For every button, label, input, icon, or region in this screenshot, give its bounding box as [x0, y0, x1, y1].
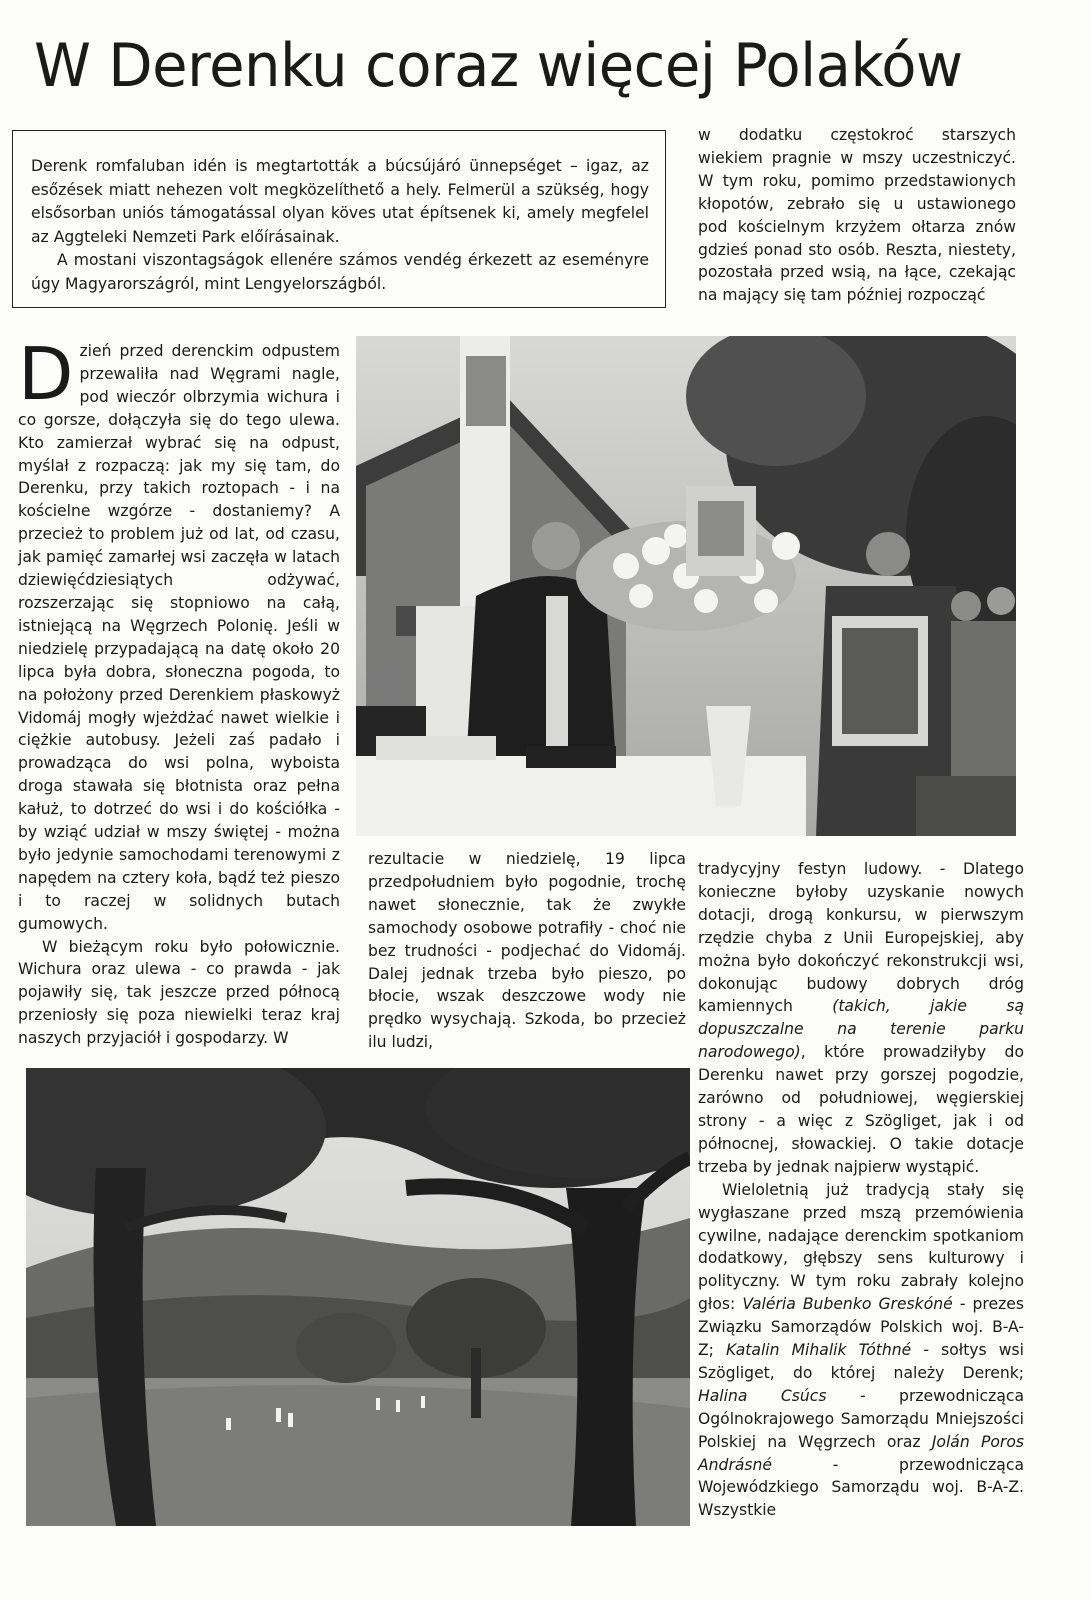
column-left-paragraph-1-text: zień przed derenckim odpustem przewaliła nad Węgrami nagle, pod wieczór olbrzymia wichura i co gorsze, dołączyła się do tego ulewa. Kto zamierzał wybrać się na odpust, myślał z rozpaczą: jak my się tam, do Derenku, przy takich roztopach - i na kościelne wzgórze - dostaniemy? A przecież to problem już od lat, od czasu, jak pamięć zamarłej wsi zaczęła w latach dziewięćdziesiątych odżywać, rozszerzając się stopniowo na całą, istniejącą na Węgrzech Polonię. Jeśli w niedzielę przypadającą na datę około 20 lipca była dobra, słoneczna pogoda, to na położony przed Derenkiem płaskowyż Vidomáj mogły wjeżdżać nawet wielkie i ciężkie autobusy. Jeżeli zaś padało i prowadząca do wsi polna, wyboista droga stawała się błotnista oraz pełna kałuż, to dotrzeć do wsi i do kościółka - by wziąć udział w mszy świętej - można było jedynie samochodami terenowymi z napędem na cztery koła, bądź też pieszo i to raczej w solidnych butach gumowych.	[18, 342, 340, 933]
column-right	[698, 858, 1024, 1522]
lead-box	[12, 130, 666, 308]
lead-paragraph-1: Derenk romfaluban idén is megtartották a búcsújáró ünnepséget – igaz, az esőzések miatt nehezen volt megközelíthető a hely. Felmerül a szükség, hogy elsősorban uniós támogatással olyan köves utat építsenek ki, amely megfelel az Aggteleki Nemzeti Park előírásainak.	[31, 157, 649, 246]
column-left-paragraph-1	[18, 332, 340, 936]
column-middle	[368, 848, 686, 1054]
column-top-right	[698, 124, 1016, 307]
text-run: - przewodnicząca Ogólnokrajowego Samorządu Mniejszości Polskiej na Węgrzech oraz	[698, 1386, 1025, 1451]
photo-meadow-trees	[26, 1068, 690, 1526]
text-run: Wieloletnią już tradycją stały się wygłaszane przed mszą przemówienia cywilne, nadające derenckim spotkaniom dodatkowy, głębszy sens kulturowy i polityczny. W tym roku zabrały kolejno głos:	[698, 1180, 1024, 1314]
text-run: - prezes Związku Samorządów Polskich woj. B-A-Z;	[698, 1295, 1024, 1360]
text-run: - przewodnicząca Wojewódzkiego Samorządu woj. B-A-Z. Wszystkie	[698, 1455, 1024, 1520]
text-run: tradycyjny festyn ludowy. - Dlatego konieczne byłoby uzyskanie nowych dotacji, drogą konkursu, w pierwszym rzędzie chyba z Unii Europejskiej, aby można było dokończyć rekonstrukcji wsi, dokonując budowy dobrych dróg kamiennych	[698, 860, 1024, 1016]
lead-paragraph-2: A mostani viszontagságok ellenére számos vendég érkezett az eseményre úgy Magyarországról, mint Lengyelországból.	[31, 251, 649, 293]
column-right-paragraph-1	[698, 858, 1024, 1179]
article-title: W Derenku coraz więcej Polaków	[34, 31, 963, 101]
photo-mass-at-altar	[356, 336, 1016, 836]
column-left	[18, 332, 340, 1050]
drop-cap: D	[18, 332, 74, 416]
text-run: - sołtys wsi Szögliget, do której należy Derenk;	[698, 1341, 1024, 1382]
speaker-name: Katalin Mihalik Tóthné	[726, 1341, 912, 1360]
column-top-right-text: w dodatku częstokroć starszych wiekiem pragnie w mszy uczestniczyć. W tym roku, pomimo przedstawionych kłopotów, zebrało się u ustawionego pod kościelnym krzyżem ołtarza znów gdzieś ponad sto osób. Reszta, niestety, pozostała przed wsią, na łące, czekając na mający się tam później rozpocząć	[698, 126, 1016, 305]
speaker-name: Valéria Bubenko Greskóné	[742, 1295, 953, 1314]
speaker-name: Jolán Poros Andrásné	[698, 1432, 1024, 1474]
column-left-paragraph-2: W bieżącym roku było połowicznie. Wichura oraz ulewa - co prawda - jak pojawiły się, tak jeszcze przed północą przeniosły się poza niewielki teraz kraj naszych przyjaciół i gospodarzy. W	[18, 937, 340, 1048]
column-right-paragraph-2	[698, 1179, 1024, 1523]
italic-run: (takich, jakie są dopuszczalne na terenie parku narodowego)	[698, 997, 1024, 1062]
speaker-name: Halina Csúcs	[698, 1386, 827, 1405]
text-run: , które prowadziłyby do Derenku nawet przy gorszej pogodzie, zarówno od południowej, węgierskiej strony - a więc z Szögliget, jak i od północnej, słowackiej. O takie dotacje trzeba by jednak najpierw wystąpić.	[698, 1043, 1024, 1176]
column-middle-text: rezultacie w niedzielę, 19 lipca przedpołudniem było pogodnie, trochę nawet słonecznie, tak że zwykłe samochody osobowe potrafiły - choć nie bez trudności - podjechać do Vidomáj. Dalej jednak trzeba było pieszo, po błocie, wszak deszczowe wody nie prędko wysychają. Szkoda, bo przecież ilu ludzi,	[368, 850, 686, 1052]
